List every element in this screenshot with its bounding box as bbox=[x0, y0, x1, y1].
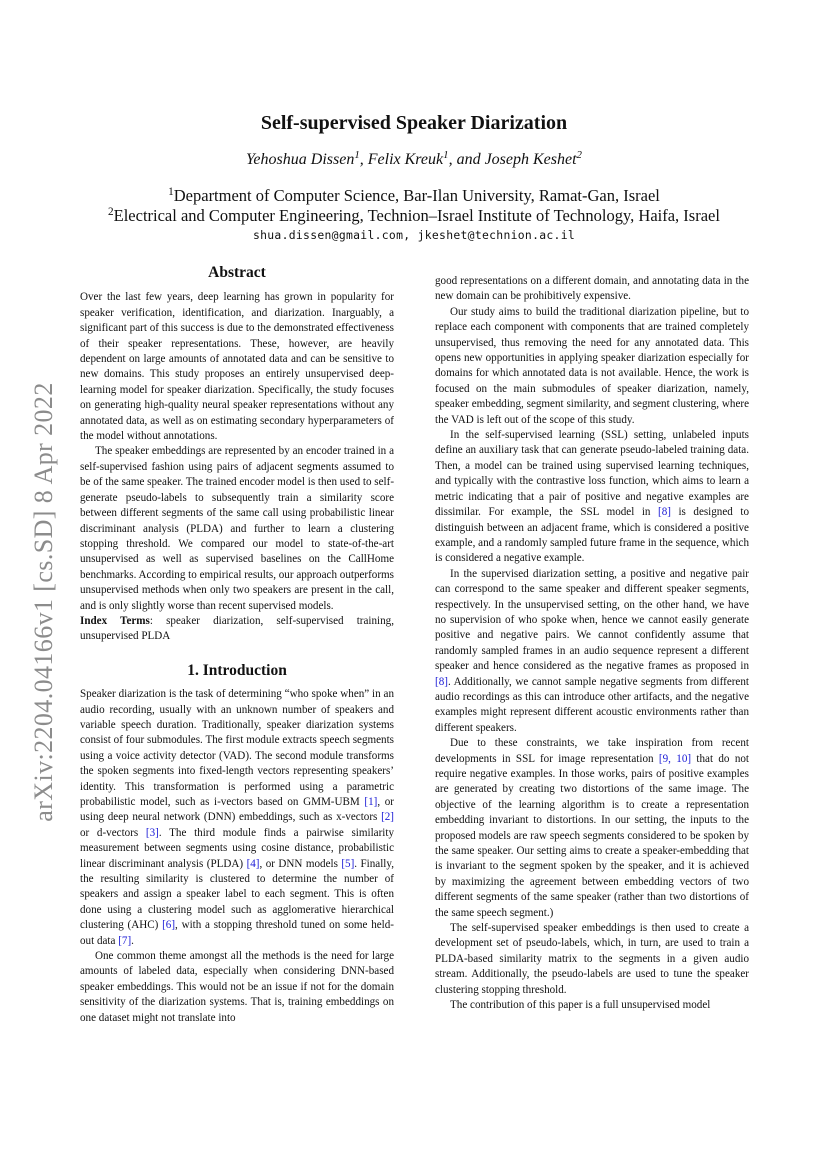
citation-link[interactable]: [8] bbox=[658, 506, 671, 519]
body-paragraph: good representations on a different domain, and annotating data in the new domain can be prohibitively expensive. bbox=[435, 275, 749, 303]
affiliation-2: $^2$Electrical and Computer Engineering, Technion–Israel Institute of Technology, Haifa, Israel bbox=[108, 205, 720, 225]
citation-link[interactable]: [7] bbox=[118, 934, 132, 947]
arxiv-identifier: arXiv:2204.04166v1 [cs.SD] 8 Apr 2022 bbox=[29, 382, 58, 822]
author-emails: shua.dissen@gmail.com, jkeshet@technion.ac.il bbox=[252, 228, 576, 242]
author-name: Joseph Keshet bbox=[484, 151, 577, 168]
citation-link[interactable]: [3] bbox=[145, 826, 159, 839]
body-paragraph: The contribution of this paper is a full unsupervised model bbox=[450, 999, 711, 1012]
author-list: Yehoshua Dissen$^1$, Felix Kreuk$^1$, and Joseph Keshet$^2$ bbox=[246, 149, 582, 168]
citation-link[interactable]: [6] bbox=[162, 919, 176, 932]
body-paragraph: Due to these constraints, we take inspiration from recent developments in SSL for image representation [9, 10] that do not require negative examples. In those works, pairs of positive examples are generated by creating two distortions of the same image. The objective of the learning algorithm is to create a representation embedding invariant to distortions. In our setting, the inputs to the proposed models are raw speech segments considered to be spoken by the same speaker. Our setting aims to create a speaker-embedding that is invariant to the segment spoken by the speaker, and it is achieved by maximizing the agreement between embedding vectors of two different segments of the same speaker (rather than two distortions of the same speech segment.) bbox=[435, 737, 750, 919]
body-paragraph: Our study aims to build the traditional diarization pipeline, but to replace each component with components that are trained completely unsupervised, thus removing the need for any annotated data. This opens new opportunities in applying speaker diarization especially for domains for which annotated data is not available. Hence, the work is focused on the main submodules of speaker diarization, namely, speaker embedding, segment similarity, and segment clustering, where the VAD is left out of the scope of this study. bbox=[435, 305, 749, 426]
left-column bbox=[80, 265, 394, 1026]
abstract-paragraph: Over the last few years, deep learning has grown in popularity for speaker verification, identification, and diarization. Inarguably, a significant part of this success is due to the demonstrated effectiveness of their speaker representations. These, however, are heavily dependent on large amounts of annotated data and can be sensitive to new domains. This study proposes an entirely unsupervised deep-learning model for speaker diarization. Specifically, the study focuses on generating high-quality neural speaker representations without any annotated data, as well as on estimating secondary hyperparameters of the model without annotations. bbox=[80, 291, 394, 443]
abstract-paragraph: The speaker embeddings are represented by an encoder trained in a self-supervised fashion using pairs of adjacent segments assumed to be of the same speaker. The trained encoder model is then used to self-generate pseudo-labels to subsequently train a similarity score between different segments of the same call using probabilistic linear discriminant analysis (PLDA) and further to learn a clustering stopping threshold. We compared our model to state-of-the-art unsupervised as well as supervised baselines on the CallHome benchmarks. According to empirical results, our approach outperforms unsupervised methods when only two speakers are present in the call, and is only slightly worse than recent supervised models. bbox=[80, 445, 395, 612]
index-terms: Index Terms: speaker diarization, self-supervised training, unsupervised PLDA bbox=[80, 614, 394, 643]
section-heading-introduction: 1. Introduction bbox=[187, 661, 287, 679]
body-paragraph: The self-supervised speaker embeddings is then used to create a development set of pseudo-labels, which, in turn, are used to train a PLDA-based similarity matrix to the segments in a given audio stream. Additionally, the pseudo-labels are used to tune the speaker clustering stopping threshold. bbox=[435, 922, 749, 996]
citation-link[interactable]: [2] bbox=[381, 811, 394, 824]
affiliation-1: $^1$Department of Computer Science, Bar-Ilan University, Ramat-Gan, Israel bbox=[168, 185, 660, 205]
intro-paragraph: Speaker diarization is the task of determining “who spoke when” in an audio recording, usually with an unknown number of speakers and variable speech duration. Traditionally, speaker diarization systems consist of four submodules. The first module extracts speech segments using a voice activity detector (VAD). The second module transforms the spoken segments into fixed-length vectors representing speakers’ identity. This transformation is performed using a parametric probabilistic model, such as i-vectors based on GMM-UBM [1], or using deep neural network (DNN) embeddings, such as x-vectors [2] or d-vectors [3]. The third module finds a pairwise similarity measurement between segments using cosine distance, probabilistic linear discriminant analysis (PLDA) [4], or DNN models [5]. Finally, the resulting similarity is clustered to determine the number of speakers and assign a speaker label to each segment. This is often done using a clustering model such as agglomerative hierarchical clustering (AHC) [6], with a stopping threshold tuned on some held-out data [7]. bbox=[80, 688, 394, 947]
body-paragraph: In the self-supervised learning (SSL) setting, unlabeled inputs define an auxiliary task that can generate pseudo-labeled training data. Then, a model can be trained using supervised learning techniques, and typically with the contrastive loss function, which aims to learn a metric indicating that a pair of positive and negative examples are dissimilar. For example, the SSL model in [8] is designed to distinguish between an adjacent frame, which is considered a positive example, and a randomly sampled future frame in the sequence, which is considered a negative example. bbox=[435, 429, 749, 565]
citation-link[interactable]: [4] bbox=[246, 857, 260, 870]
citation-link[interactable]: [9, 10] bbox=[658, 752, 692, 765]
citation-link[interactable]: [8] bbox=[435, 675, 448, 688]
right-column bbox=[435, 274, 749, 1014]
body-paragraph: In the supervised diarization setting, a positive and negative pair can correspond to the same speaker and different speaker segments, respectively. In the unsupervised setting, on the other hand, we have no supervision of who spoke when, hence we cannot easily generate positive and negative pairs. We cannot confidently assume that randomly sampled frames in an audio sequence represent a different speaker and hence considered as the negative frames as proposed in [8]. Additionally, we cannot sample negative segments from different audio recordings as this can introduce other artifacts, and the negative examples might represent different acoustic environments rather than different speakers. bbox=[435, 567, 749, 734]
author-name: Felix Kreuk bbox=[367, 151, 444, 168]
citation-link[interactable]: [1] bbox=[364, 796, 378, 808]
paper-title: Self-supervised Speaker Diarization bbox=[260, 112, 568, 134]
intro-paragraph: One common theme amongst all the methods is the need for large amounts of labeled data, especially when considering DNN-based speaker embeddings. This would not be an issue if not for the domain sensitivity of the diarization systems. That is, training embeddings on one dataset might not translate into bbox=[80, 950, 394, 1024]
author-name: Yehoshua Dissen bbox=[246, 151, 355, 168]
abstract-heading: Abstract bbox=[208, 264, 266, 281]
citation-link[interactable]: [5] bbox=[341, 857, 355, 870]
